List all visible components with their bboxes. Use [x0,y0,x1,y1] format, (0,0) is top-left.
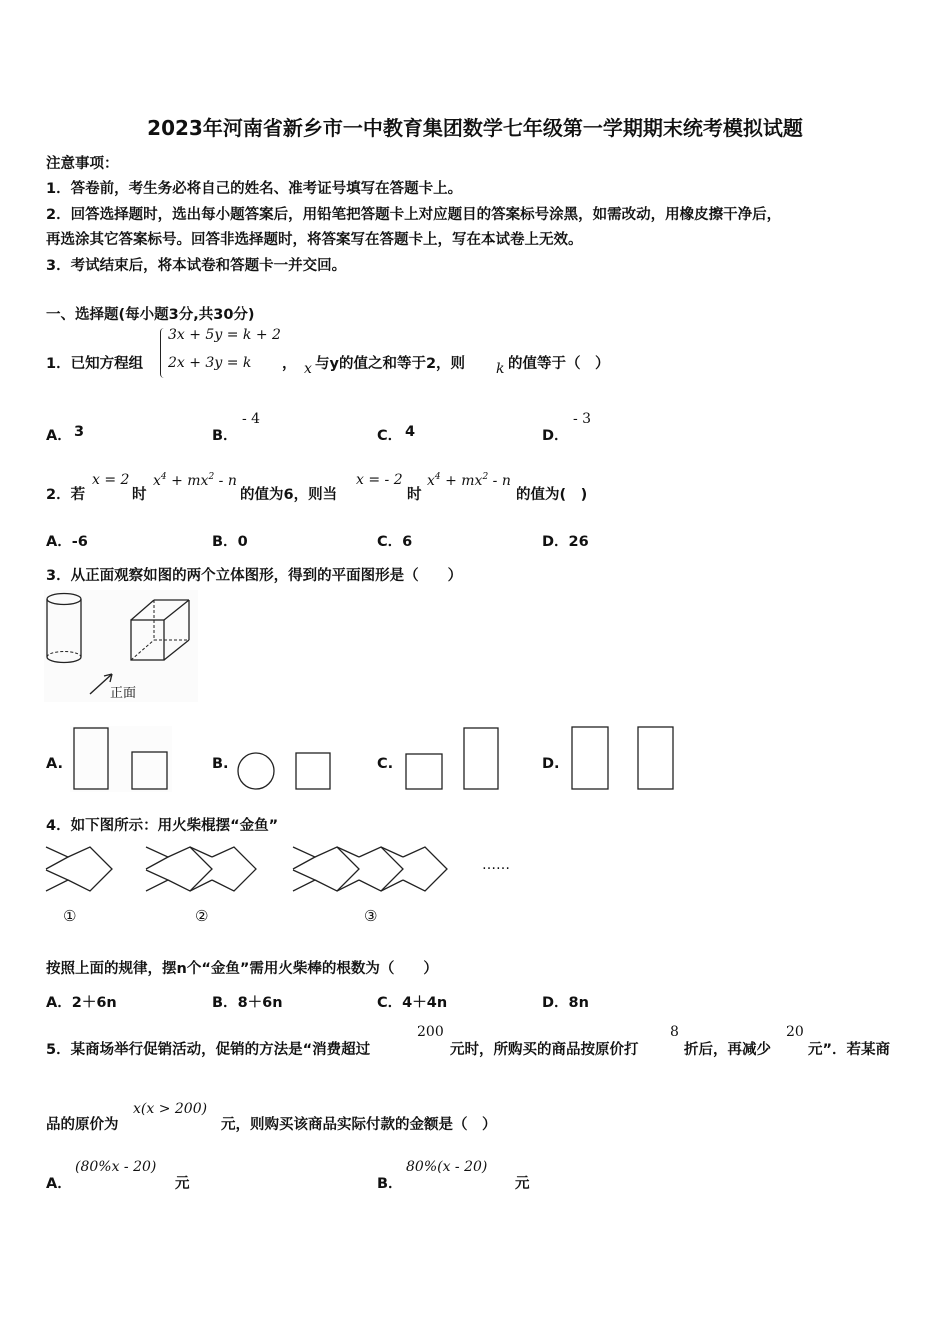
front-label: 正面 [110,686,137,701]
q1-option-a-label: A． [46,428,72,444]
q4-option-b: B．8＋6n [212,995,283,1011]
q1-option-a-value: 3 [74,424,85,440]
q1-option-c-value: 4 [405,424,416,440]
q2-expression-2: $x^4 + mx^2 - n$ [427,472,511,489]
q1-equation-1: 3x + 5y = k + 2 [168,327,281,343]
q1-prefix: 1．已知方程组 [46,356,144,372]
goldfish-pattern-2 [144,843,264,897]
q3-option-a-label: A. [46,756,63,772]
pattern-ellipsis: …… [482,857,510,873]
q1-comma: ， [282,356,297,372]
section-heading: 一、选择题(每小题3分,共30分) [46,307,255,323]
q5-option-a-expression: (80%x - 20) [75,1159,157,1175]
q1-option-d-value: - 3 [573,411,592,427]
q3-option-b-label: B. [212,756,229,772]
notice-item-2b: 再选涂其它答案标号。回答非选择题时，将答案写在答题卡上，写在本试卷上无效。 [46,232,583,248]
q2-when-1: 时 [132,487,147,503]
q1-option-d-label: D． [542,428,569,444]
q4-option-d: D．8n [542,995,589,1011]
q5-option-b-label: B． [377,1176,403,1192]
q1-mid: 与y的值之和等于2，则 [315,356,466,372]
q1-option-b-label: B． [212,428,238,444]
q5-condition: x(x > 200) [133,1101,208,1117]
q4-question: 4．如下图所示：用火柴棍摆“金鱼” [46,818,279,834]
q4-rule-question: 按照上面的规律，摆n个“金鱼”需用火柴棒的根数为（ ） [46,961,438,977]
q3-option-c-label: C. [377,756,394,772]
q5-line-2b: 元，则购买该商品实际付款的金额是（ ） [221,1117,497,1133]
goldfish-pattern-3 [291,843,457,897]
q1-equation-2: 2x + 3y = k [168,355,252,371]
page-title: 2023年河南省新乡市一中教育集团数学七年级第一学期期末统考模拟试题 [147,116,803,140]
notice-item-3: 3．考试结束后，将本试卷和答题卡一并交回。 [46,258,347,274]
q2-option-b: B．0 [212,534,248,550]
q5-text-4: 元”．若某商 [808,1042,891,1058]
q5-text-2: 元时，所购买的商品按原价打 [450,1042,639,1058]
pattern-label-2: ② [195,907,209,925]
q2-option-a: A．-6 [46,534,88,550]
q5-option-a-unit: 元 [175,1176,190,1192]
pattern-label-1: ① [63,907,77,925]
q5-text-3: 折后，再减少 [684,1042,771,1058]
q2-condition-1: x = 2 [92,472,130,488]
q3-option-a-figure [70,726,172,792]
notice-item-2a: 2．回答选择题时，选出每小题答案后，用铅笔把答题卡上对应题目的答案标号涂黑，如需改动，用橡皮擦干净后， [46,207,782,223]
q5-line-2a: 品的原价为 [46,1117,119,1133]
q5-text-1: 5．某商场举行促销活动，促销的方法是“消费超过 [46,1042,371,1058]
q2-when-2: 时 [407,487,422,503]
q3-question: 3．从正面观察如图的两个立体图形，得到的平面图形是（ ） [46,568,463,584]
goldfish-pattern-1 [44,843,116,897]
q2-condition-2: x = - 2 [356,472,403,488]
q1-option-c-label: C． [377,428,403,444]
q2-suffix: 的值为( ) [516,487,588,503]
q5-number-20: 20 [786,1024,804,1040]
pattern-label-3: ③ [364,907,378,925]
q2-prefix: 2．若 [46,487,86,503]
q1-brace [160,328,167,378]
q1-option-b-value: - 4 [242,411,261,427]
q2-option-c: C．6 [377,534,413,550]
q2-expression-1: $x^4 + mx^2 - n$ [153,472,237,489]
q4-option-a: A．2＋6n [46,995,117,1011]
q5-number-200: 200 [417,1024,444,1040]
q4-option-c: C．4＋4n [377,995,448,1011]
notice-item-1: 1．答卷前，考生务必将自己的姓名、准考证号填写在答题卡上。 [46,181,463,197]
notice-heading: 注意事项： [46,156,119,172]
q3-option-d-label: D. [542,756,560,772]
q2-mid: 的值为6，则当 [240,487,338,503]
q3-option-d-figure [566,724,678,792]
q2-option-d: D．26 [542,534,589,550]
q5-option-b-expression: 80%(x - 20) [406,1159,488,1175]
q1-var-k: k [496,361,505,377]
q3-option-b-figure [234,746,334,792]
q1-suffix: 的值等于（ ） [508,356,610,372]
q3-option-c-figure [402,726,502,792]
q5-number-8: 8 [670,1024,679,1040]
q5-option-b-unit: 元 [515,1176,530,1192]
q1-var-x: x [304,361,312,377]
q5-option-a-label: A． [46,1176,72,1192]
